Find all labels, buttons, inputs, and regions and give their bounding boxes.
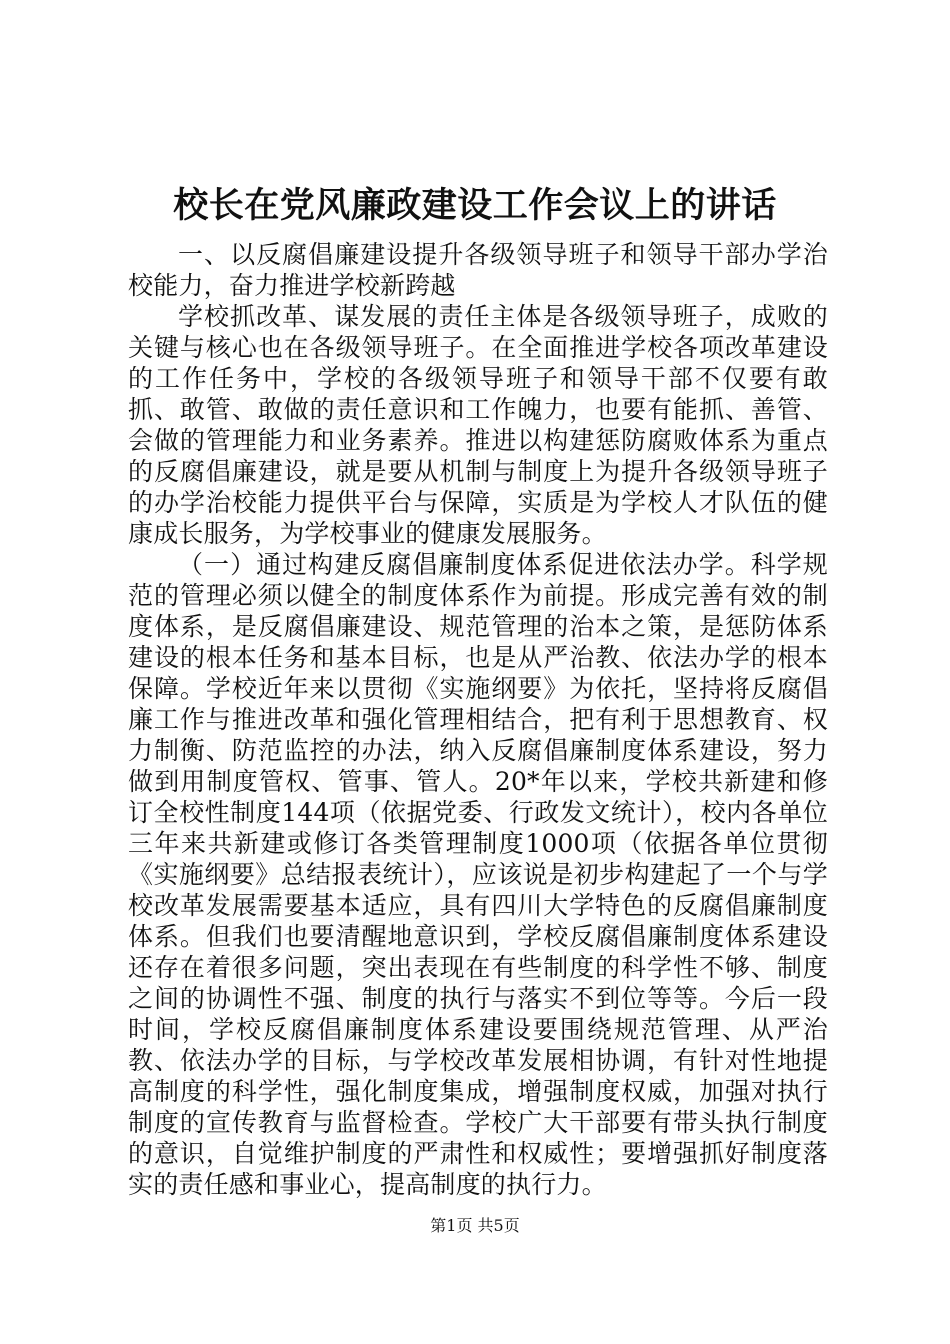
body-paragraph: 学校抓改革、谋发展的责任主体是各级领导班子，成败的关键与核心也在各级领导班子。在全面推进学校各项改革建设的工作任务中，学校的各级领导班子和领导干部不仅要有敢抓、敢管、敢做的责任意识和工作魄力，也要有能抓、善管、会做的管理能力和业务素养。推进以构建惩防腐败体系为重点的反腐倡廉建设，就是要从机制与制度上为提升各级领导班子的办学治校能力提供平台与保障，实质是为学校人才队伍的健康成长服务，为学校事业的健康发展服务。: [128, 302, 828, 548]
document-title: 校长在党风廉政建设工作会议上的讲话: [173, 185, 777, 226]
page-number-footer: 第1页 共5页: [430, 1216, 520, 1235]
body-paragraph: （一）通过构建反腐倡廉制度体系促进依法办学。科学规范的管理必须以健全的制度体系作为前提。形成完善有效的制度体系，是反腐倡廉建设、规范管理的治本之策，是惩防体系建设的根本任务和基本目标，也是从严治教、依法办学的根本保障。学校近年来以贯彻《实施纲要》为依托，坚持将反腐倡廉工作与推进改革和强化管理相结合，把有利于思想教育、权力制衡、防范监控的办法，纳入反腐倡廉制度体系建设，努力做到用制度管权、管事、管人。20*年以来，学校共新建和修订全校性制度144项（依据党委、行政发文统计），校内各单位三年来共新建或修订各类管理制度1000项（依据各单位贯彻《实施纲要》总结报表统计），应该说是初步构建起了一个与学校改革发展需要基本适应，具有四川大学特色的反腐倡廉制度体系。但我们也要清醒地意识到，学校反腐倡廉制度体系建设还存在着很多问题，突出表现在有些制度的科学性不够、制度之间的协调性不强、制度的执行与落实不到位等等。今后一段时间，学校反腐倡廉制度体系建设要围绕规范管理、从严治教、依法办学的目标，与学校改革发展相协调，有针对性地提高制度的科学性，强化制度集成，增强制度权威，加强对执行制度的宣传教育与监督检查。学校广大干部要有带头执行制度的意识，自觉维护制度的严肃性和权威性；要增强抓好制度落实的责任感和事业心，提高制度的执行力。: [128, 550, 828, 1199]
section-heading-paragraph: 一、以反腐倡廉建设提升各级领导班子和领导干部办学治校能力，奋力推进学校新跨越: [128, 240, 828, 300]
document-body: [128, 239, 828, 1200]
